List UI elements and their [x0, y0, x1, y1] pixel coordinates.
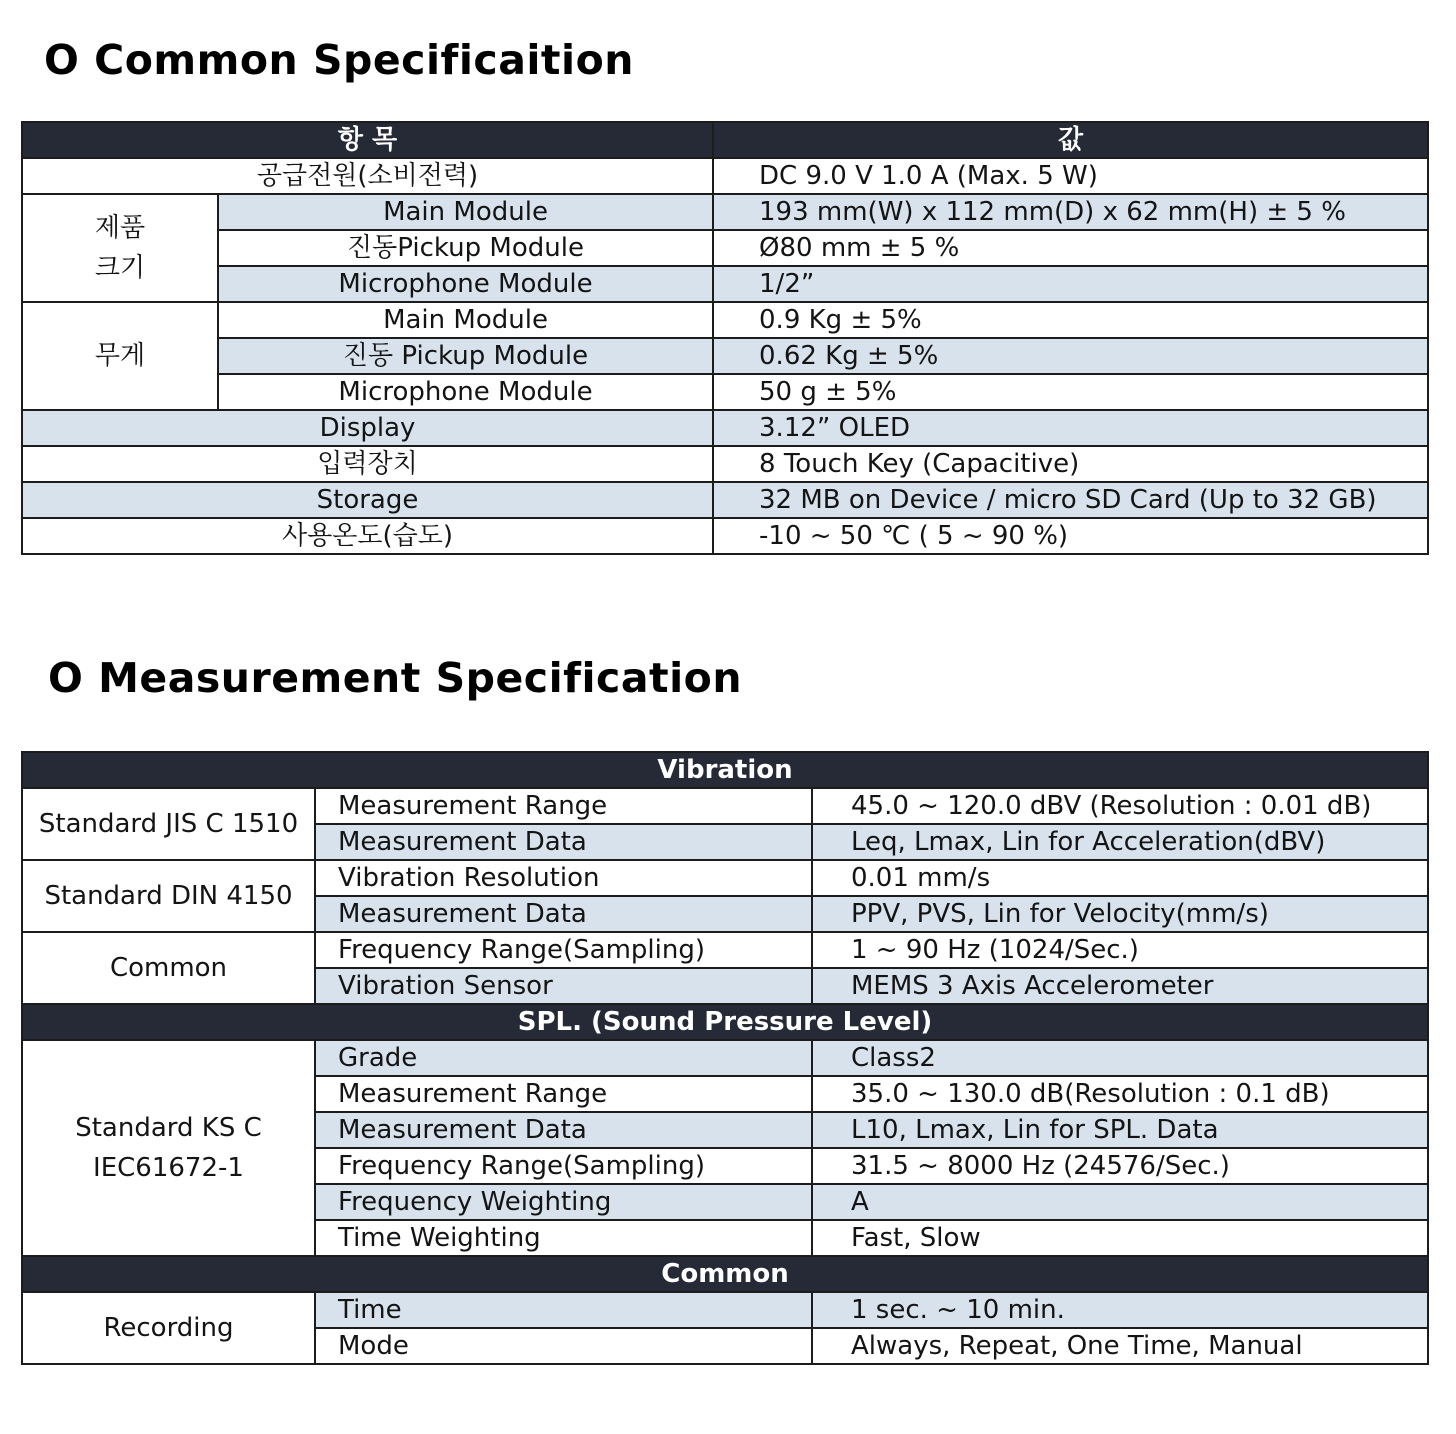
row-label: 공급전원(소비전력) — [22, 158, 713, 194]
common-spec-title: O Common Specificaition — [44, 36, 634, 84]
weight-group-label: 무게 — [22, 302, 218, 410]
row-value: Always, Repeat, One Time, Manual — [812, 1328, 1428, 1364]
row-label: Microphone Module — [218, 374, 713, 410]
row-value: 1/2” — [713, 266, 1428, 302]
row-value: A — [812, 1184, 1428, 1220]
row-value: PPV, PVS, Lin for Velocity(mm/s) — [812, 896, 1428, 932]
row-label: Grade — [315, 1040, 812, 1076]
table-row — [22, 932, 1428, 968]
row-label: Measurement Data — [315, 896, 812, 932]
row-label: Mode — [315, 1328, 812, 1364]
row-value: 1 ~ 90 Hz (1024/Sec.) — [812, 932, 1428, 968]
row-value: Fast, Slow — [812, 1220, 1428, 1256]
row-label: Main Module — [218, 302, 713, 338]
row-label: 사용온도(습도) — [22, 518, 713, 554]
section-header-common: Common — [22, 1256, 1428, 1292]
row-value: 8 Touch Key (Capacitive) — [713, 446, 1428, 482]
row-value: 1 sec. ~ 10 min. — [812, 1292, 1428, 1328]
table-row — [22, 1040, 1428, 1076]
group-label-line: 제품 — [94, 213, 146, 243]
table-row — [22, 338, 1428, 374]
row-value: Class2 — [812, 1040, 1428, 1076]
table-header-row — [22, 122, 1428, 158]
row-value: 45.0 ~ 120.0 dBV (Resolution : 0.01 dB) — [812, 788, 1428, 824]
group-label-line: IEC61672-1 — [93, 1153, 244, 1183]
measurement-spec-table — [21, 751, 1429, 1365]
row-label: Frequency Weighting — [315, 1184, 812, 1220]
row-value: DC 9.0 V 1.0 A (Max. 5 W) — [713, 158, 1428, 194]
row-label: Main Module — [218, 194, 713, 230]
row-label: Microphone Module — [218, 266, 713, 302]
table-row — [22, 230, 1428, 266]
header-value: 값 — [713, 122, 1428, 158]
row-label: Measurement Range — [315, 1076, 812, 1112]
row-label: Time Weighting — [315, 1220, 812, 1256]
jis-group-label: Standard JIS C 1510 — [22, 788, 315, 860]
row-label: Storage — [22, 482, 713, 518]
row-label: Measurement Range — [315, 788, 812, 824]
row-label: Display — [22, 410, 713, 446]
table-row — [22, 194, 1428, 230]
recording-group-label: Recording — [22, 1292, 315, 1364]
din-group-label: Standard DIN 4150 — [22, 860, 315, 932]
spl-group-label — [22, 1040, 315, 1256]
row-value: Leq, Lmax, Lin for Acceleration(dBV) — [812, 824, 1428, 860]
row-label: Vibration Resolution — [315, 860, 812, 896]
row-value: -10 ~ 50 ℃ ( 5 ~ 90 %) — [713, 518, 1428, 554]
row-value: 0.9 Kg ± 5% — [713, 302, 1428, 338]
row-value: 3.12” OLED — [713, 410, 1428, 446]
row-label: 진동Pickup Module — [218, 230, 713, 266]
row-value: 50 g ± 5% — [713, 374, 1428, 410]
row-label: 입력장치 — [22, 446, 713, 482]
table-row — [22, 158, 1428, 194]
row-value: 193 mm(W) x 112 mm(D) x 62 mm(H) ± 5 % — [713, 194, 1428, 230]
row-value: Ø80 mm ± 5 % — [713, 230, 1428, 266]
section-header-spl: SPL. (Sound Pressure Level) — [22, 1004, 1428, 1040]
section-header-vibration: Vibration — [22, 752, 1428, 788]
vibration-common-group-label: Common — [22, 932, 315, 1004]
group-label-line: Standard KS C — [75, 1113, 262, 1143]
row-label: Measurement Data — [315, 824, 812, 860]
row-value: 32 MB on Device / micro SD Card (Up to 32 GB) — [713, 482, 1428, 518]
header-item: 항 목 — [22, 122, 713, 158]
table-row — [22, 374, 1428, 410]
row-label: Time — [315, 1292, 812, 1328]
group-label-line: 크기 — [94, 253, 146, 283]
section-header-row — [22, 752, 1428, 788]
table-row — [22, 446, 1428, 482]
row-label: 진동 Pickup Module — [218, 338, 713, 374]
row-value: 0.62 Kg ± 5% — [713, 338, 1428, 374]
row-label: Measurement Data — [315, 1112, 812, 1148]
section-header-row — [22, 1256, 1428, 1292]
table-row — [22, 482, 1428, 518]
table-row — [22, 860, 1428, 896]
common-spec-table — [21, 121, 1429, 555]
table-row — [22, 518, 1428, 554]
row-label: Frequency Range(Sampling) — [315, 932, 812, 968]
measurement-spec-title: O Measurement Specification — [48, 654, 743, 702]
row-value: 0.01 mm/s — [812, 860, 1428, 896]
size-group-label — [22, 194, 218, 302]
row-value: 35.0 ~ 130.0 dB(Resolution : 0.1 dB) — [812, 1076, 1428, 1112]
table-row — [22, 788, 1428, 824]
table-row — [22, 410, 1428, 446]
section-header-row — [22, 1004, 1428, 1040]
table-row — [22, 302, 1428, 338]
row-value: MEMS 3 Axis Accelerometer — [812, 968, 1428, 1004]
row-label: Vibration Sensor — [315, 968, 812, 1004]
row-value: 31.5 ~ 8000 Hz (24576/Sec.) — [812, 1148, 1428, 1184]
table-row — [22, 1292, 1428, 1328]
row-value: L10, Lmax, Lin for SPL. Data — [812, 1112, 1428, 1148]
row-label: Frequency Range(Sampling) — [315, 1148, 812, 1184]
table-row — [22, 266, 1428, 302]
